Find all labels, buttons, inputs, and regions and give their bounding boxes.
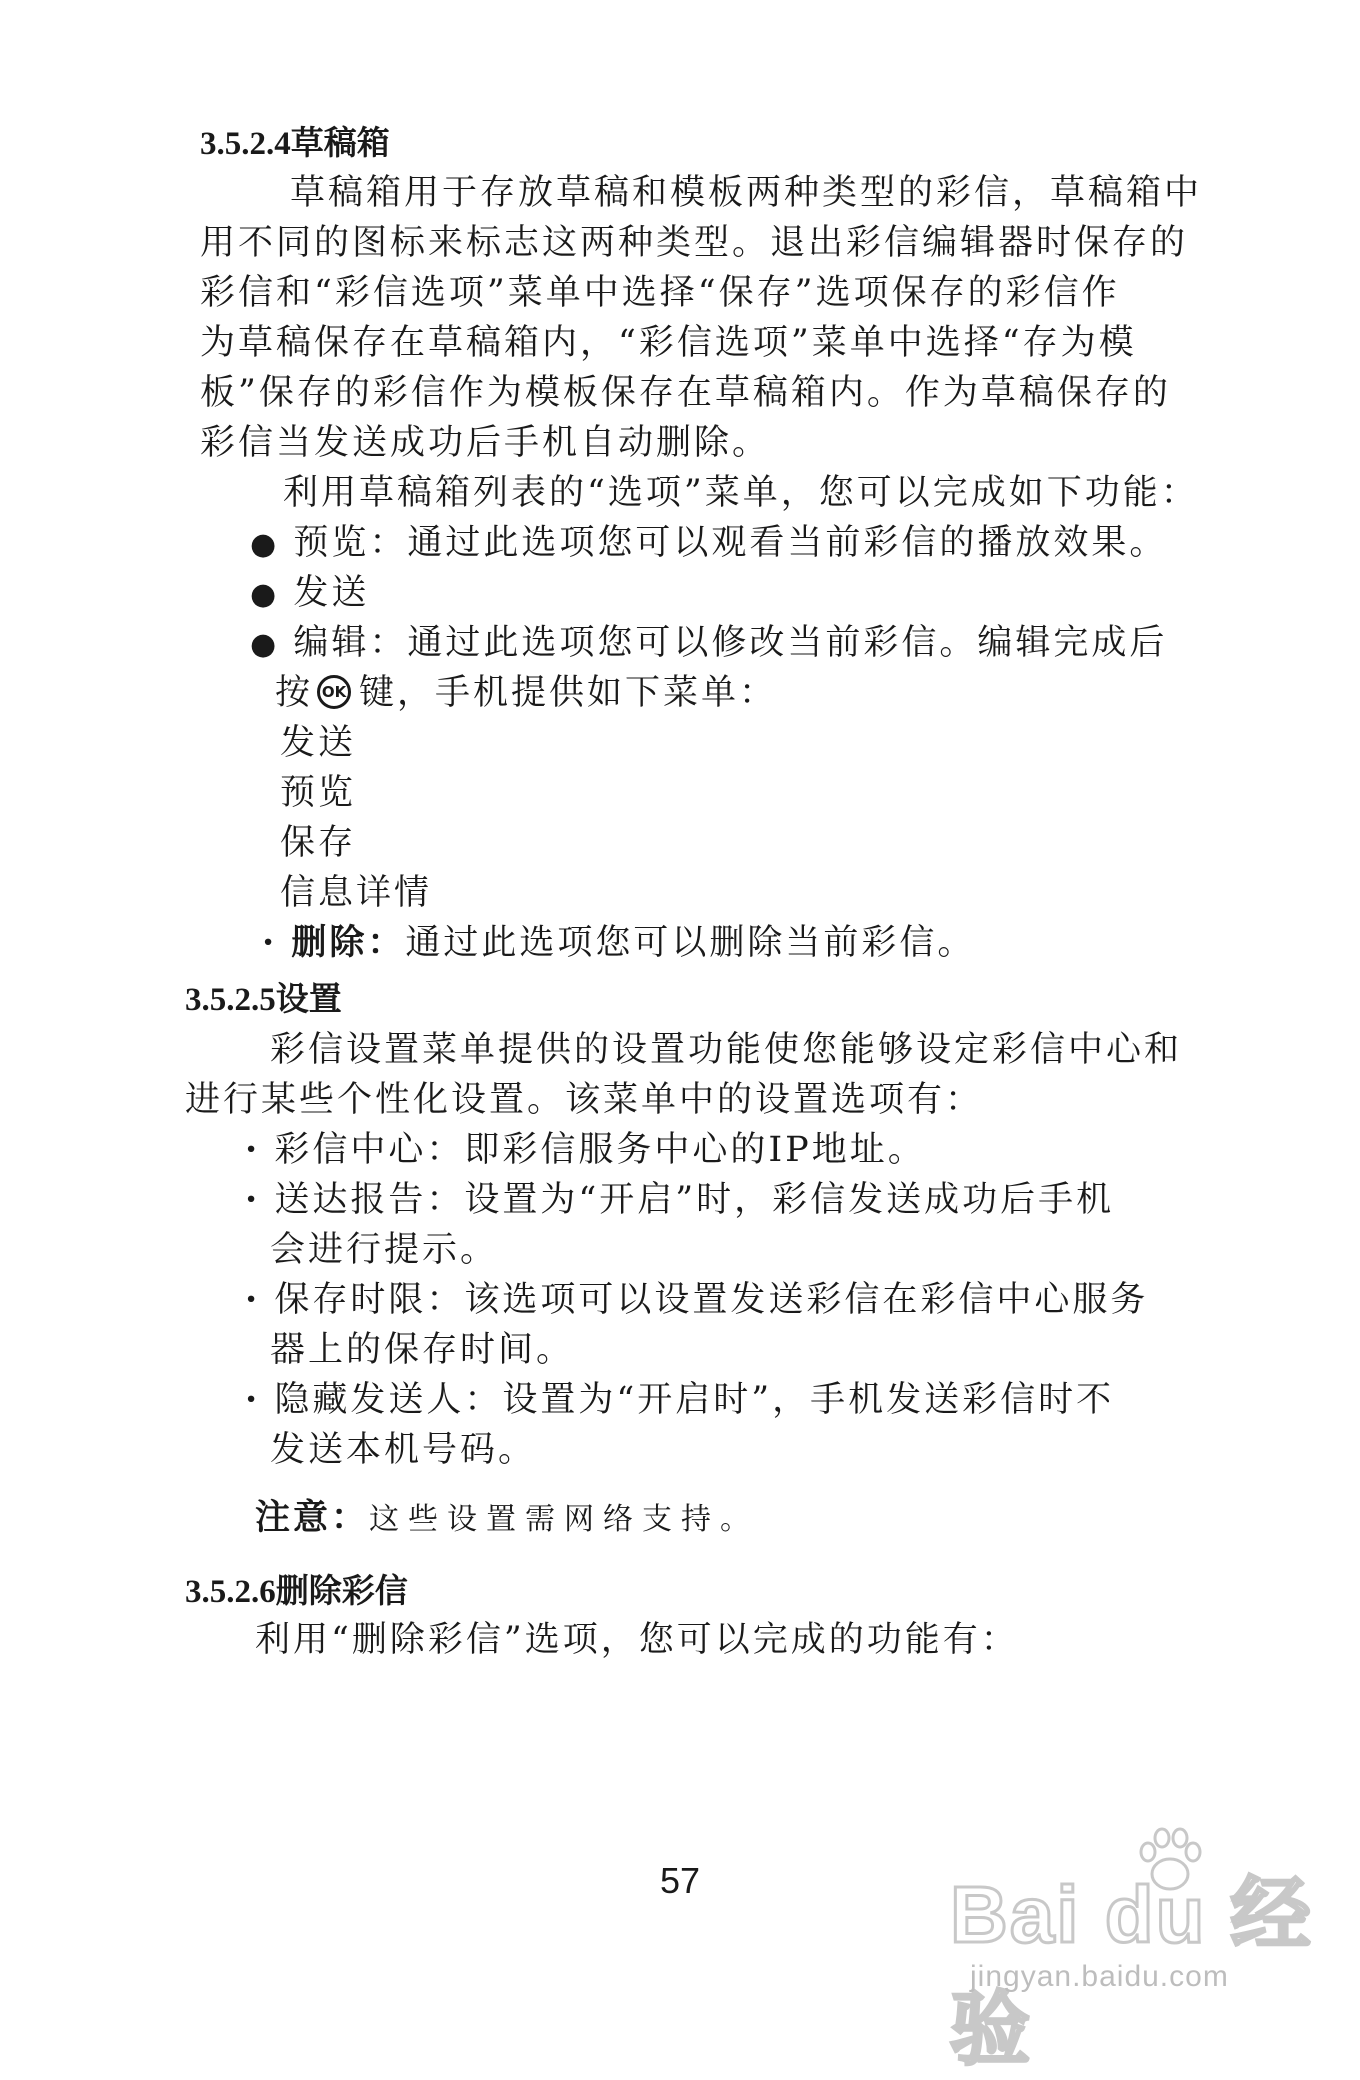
submenu-item: 预览 — [280, 773, 357, 813]
paragraph-line: 彩信设置菜单提供的设置功能使您能够设定彩信中心和 — [270, 1030, 1183, 1070]
edit-continuation-text: 键，手机提供如下菜单： — [359, 673, 778, 713]
settings-item-text: 隐藏发送人：设置为“开启时”，手机发送彩信时不 — [274, 1380, 1115, 1420]
submenu-item: 发送 — [280, 723, 357, 763]
bullet-delete — [262, 918, 975, 968]
settings-item-continuation: 会进行提示。 — [270, 1230, 499, 1270]
page-number: 57 — [659, 1860, 701, 1901]
settings-item — [245, 1175, 1114, 1225]
bullet-dot-icon: · — [262, 922, 278, 963]
note — [255, 1493, 759, 1545]
bullet-dot-icon: · — [245, 1129, 261, 1170]
section-heading-delete-mms: 3.5.2.6删除彩信 — [185, 1574, 408, 1610]
bullet-dot-icon: · — [245, 1279, 261, 1320]
settings-item — [245, 1275, 1148, 1325]
bullet-icon: ● — [250, 627, 280, 662]
baidu-watermark — [940, 1820, 1350, 2074]
bullet-preview — [250, 518, 1167, 570]
bullet-dot-icon: · — [245, 1179, 261, 1220]
paragraph-line: 彩信当发送成功后手机自动删除。 — [200, 423, 771, 463]
settings-item-continuation: 器上的保存时间。 — [270, 1330, 575, 1370]
bullet-text: 编辑：通过此选项您可以修改当前彩信。编辑完成后 — [293, 623, 1168, 663]
delete-label: 删除： — [291, 922, 406, 963]
bullet-send — [250, 568, 369, 620]
settings-item-text: 送达报告：设置为“开启”时，彩信发送成功后手机 — [274, 1180, 1115, 1220]
section-heading-settings: 3.5.2.5设置 — [185, 982, 342, 1018]
paragraph-line: 进行某些个性化设置。该菜单中的设置选项有： — [185, 1080, 984, 1120]
watermark-url: jingyan.baidu.com — [970, 1960, 1229, 1993]
submenu-item: 信息详情 — [280, 873, 433, 913]
note-text: 这些设置需网络支持。 — [369, 1502, 760, 1537]
settings-item-text: 保存时限：该选项可以设置发送彩信在彩信中心服务 — [274, 1280, 1149, 1320]
delete-intro: 利用“删除彩信”选项，您可以完成的功能有： — [255, 1620, 1019, 1660]
paragraph-line: 草稿箱用于存放草稿和模板两种类型的彩信，草稿箱中 — [290, 173, 1203, 213]
bullet-edit — [250, 618, 1167, 670]
paragraph-line: 彩信和“彩信选项”菜单中选择“保存”选项保存的彩信作 — [200, 273, 1120, 313]
edit-press-text: 按 — [275, 673, 314, 713]
paragraph-line: 用不同的图标来标志这两种类型。退出彩信编辑器时保存的 — [200, 223, 1189, 263]
edit-continuation — [275, 668, 777, 718]
settings-item-text: 彩信中心：即彩信服务中心的IP地址。 — [274, 1130, 926, 1170]
note-label: 注意： — [255, 1498, 370, 1538]
bullet-text: 预览：通过此选项您可以观看当前彩信的播放效果。 — [293, 523, 1168, 563]
delete-text: 通过此选项您可以删除当前彩信。 — [405, 923, 976, 963]
paragraph-line: 板”保存的彩信作为模板保存在草稿箱内。作为草稿保存的 — [200, 373, 1171, 413]
settings-item — [245, 1125, 926, 1175]
options-intro: 利用草稿箱列表的“选项”菜单，您可以完成如下功能： — [283, 473, 1199, 513]
settings-item — [245, 1375, 1114, 1425]
bullet-icon: ● — [250, 527, 280, 562]
submenu-item: 保存 — [280, 823, 357, 863]
paragraph-line: 为草稿保存在草稿箱内，“彩信选项”菜单中选择“存为模 — [200, 323, 1137, 363]
ok-key-icon: OK — [317, 675, 351, 709]
settings-item-continuation: 发送本机号码。 — [270, 1430, 537, 1470]
bullet-text: 发送 — [293, 573, 370, 613]
bullet-dot-icon: · — [245, 1379, 261, 1420]
section-heading-drafts: 3.5.2.4草稿箱 — [200, 126, 390, 162]
watermark-logo: Bai du 经验 — [950, 1870, 1313, 2074]
bullet-icon: ● — [250, 577, 280, 612]
